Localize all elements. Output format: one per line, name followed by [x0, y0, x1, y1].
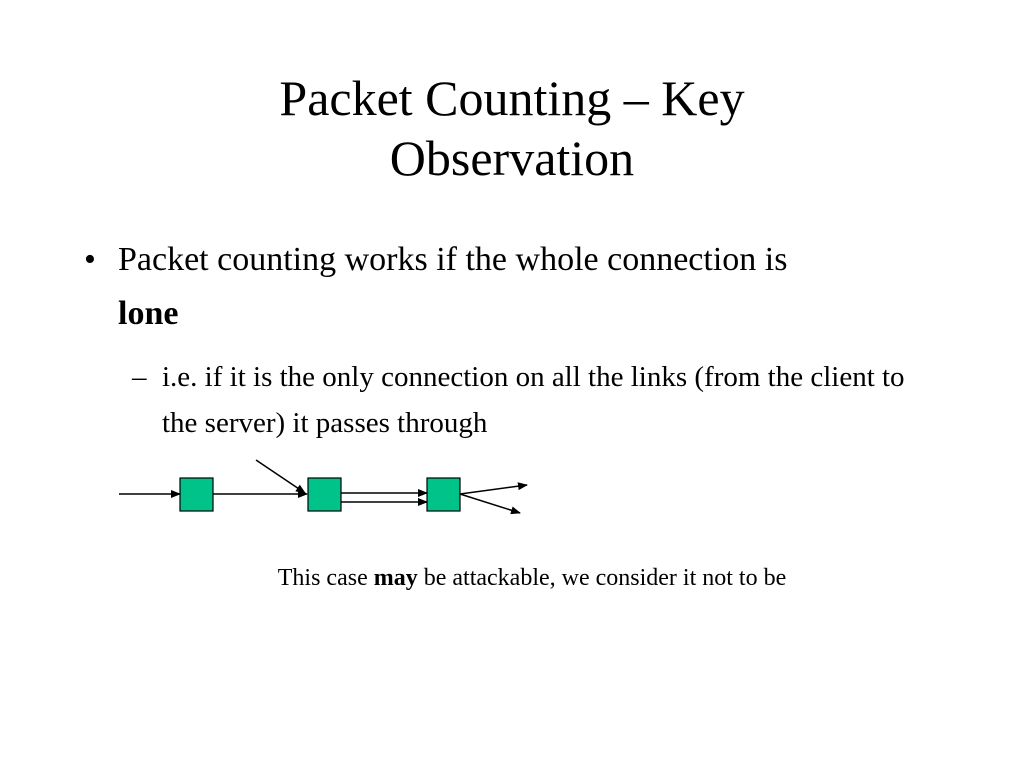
title-line-2: Observation	[389, 130, 635, 186]
sub-bullet-text: i.e. if it is the only connection on all the links (from the client to the server) it passes through	[162, 361, 905, 439]
diagonal-incoming-arrow	[256, 460, 305, 493]
caption-plain-start: This case	[277, 565, 374, 591]
title-line-1: Packet Counting – Key	[279, 70, 745, 126]
bullet-text-plain: Packet counting works if the whole connection is	[118, 241, 788, 278]
router-node-1	[180, 478, 213, 511]
bullet-mark: •	[84, 241, 96, 278]
outgoing-arrow-upper	[460, 485, 527, 494]
router-node-3	[427, 478, 460, 511]
diagram-caption	[0, 563, 1024, 593]
caption-emphasis: may	[373, 565, 418, 591]
router-node-2	[308, 478, 341, 511]
bullet-emphasis: lone	[118, 295, 179, 332]
sub-bullet-mark: –	[132, 361, 147, 393]
outgoing-arrow-lower	[460, 494, 520, 513]
caption-plain-end: be attackable, we consider it not to be	[417, 565, 787, 591]
